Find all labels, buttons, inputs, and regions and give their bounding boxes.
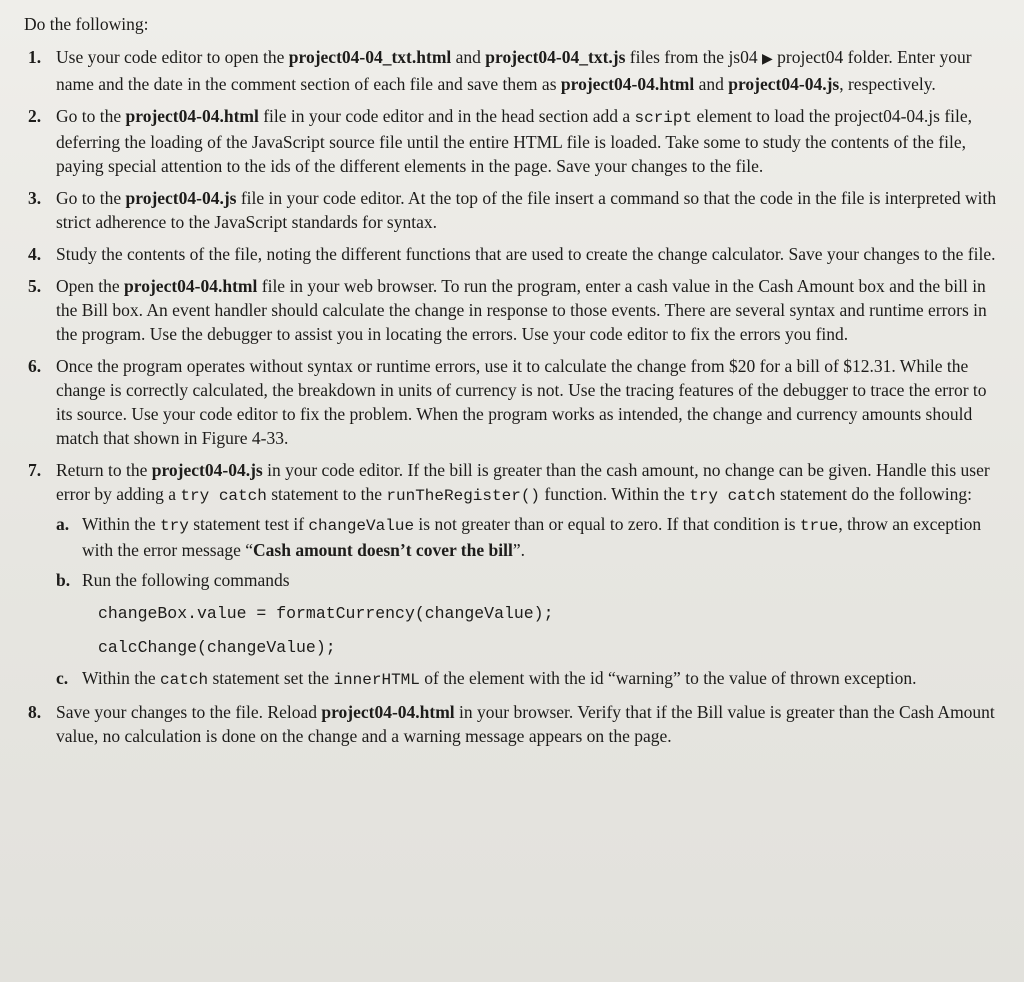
inline-code: runTheRegister() <box>386 487 541 505</box>
filename: project04-04.js <box>151 460 263 480</box>
step-5: 5. Open the project04-04.html file in your web browser. To run the program, enter a cash value in the Cash Amount box and the bill in the Bill box. An event handler should calculate the change in response to those events. There are several syntax and runtime errors in the program. Use the debugger to assist you in locating the errors. Use your code editor to fix the errors you find. <box>28 276 987 344</box>
step-number: 6. <box>28 356 42 376</box>
step-6: 6. Once the program operates without syntax or runtime errors, use it to calculate the change from $20 for a bill of $12.31. While the change is correctly calculated, the breakdown in units of currency is not. Use the tracing features of the debugger to trace the error to its source. Use your code editor to fix the problem. When the program works as intended, the change and currency amounts should match that shown in Figure 4-33. <box>28 356 987 448</box>
error-message: Cash amount doesn’t cover the bill <box>253 540 513 560</box>
continue-triangle-icon: ▶ <box>762 52 773 67</box>
step-number: 4. <box>28 244 42 264</box>
filename: project04-04.html <box>321 702 455 722</box>
substep-letter: b. <box>56 570 71 590</box>
substeps-list <box>56 512 1006 692</box>
substep-c: c. Within the catch statement set the innerHTML of the element with the id “warning” to the value of thrown exception. <box>56 668 917 689</box>
step-2: 2. Go to the project04-04.html file in your code editor and in the head section add a script element to load the project04-04.js file, deferring the loading of the JavaScript source file until the entire HTML file is loaded. Take some to study the contents of the file, paying special attention to the ids of the different elements in the page. Save your changes to the file. <box>28 106 973 176</box>
filename: project04-04.js <box>728 74 840 94</box>
step-4: 4. Study the contents of the file, noting the different functions that are used to create the change calculator. Save your changes to the file. <box>28 244 996 264</box>
step-8: 8. Save your changes to the file. Reload project04-04.html in your browser. Verify that if the Bill value is greater than the Cash Amount value, no calculation is done on the change and a warning message appears on the page. <box>28 702 995 746</box>
inline-code: script <box>634 109 693 127</box>
page-title: Do the following: <box>24 14 149 34</box>
inline-code: try <box>160 517 189 535</box>
step-number: 5. <box>28 276 42 296</box>
filename: project04-04.html <box>125 106 259 126</box>
filename: project04-04_txt.js <box>485 47 626 67</box>
step-1: 1. Use your code editor to open the project04-04_txt.html and project04-04_txt.js files from the js04 ▶ project04 folder. Enter your name and the date in the comment section of each file and save them as project04-04.html and project04-04.js, respectively. <box>28 47 972 94</box>
steps-list <box>24 45 1006 748</box>
step-number: 3. <box>28 188 42 208</box>
step-number: 7. <box>28 460 42 480</box>
step-number: 1. <box>28 47 42 67</box>
substep-letter: c. <box>56 668 69 688</box>
filename: project04-04_txt.html <box>288 47 452 67</box>
substep-letter: a. <box>56 514 70 534</box>
step-number: 8. <box>28 702 42 722</box>
step-7: 7. Return to the project04-04.js in your code editor. If the bill is greater than the cash amount, no change can be given. Handle this user error by adding a try catch statement to the runTheRegister() function. Within the try catch statement do the following: a. Within the try statement test if changeValue is not greater than or equal to zero. If that condition is true, throw an exception with the error message “Cash amount doesn’t cover the bill”. b. Run the following commands changeBox.value = formatCurrency(changeValue); calcChange(changeValue); c. Within the catch statement set the innerHTML of the element with the id “warning” to the value of thrown exception. <box>24 458 1006 692</box>
step-3: 3. Go to the project04-04.js file in your code editor. At the top of the file insert a command so that the code in the file is interpreted with strict adherence to the JavaScript standards for syntax. <box>28 188 997 232</box>
step-number: 2. <box>28 106 42 126</box>
filename: project04-04.html <box>560 74 695 94</box>
inline-code: try catch <box>180 487 267 505</box>
inline-code: changeValue <box>308 517 415 535</box>
inline-code: true <box>799 517 839 535</box>
inline-code: innerHTML <box>333 671 420 689</box>
inline-code: try catch <box>689 487 776 505</box>
inline-code: catch <box>160 671 209 689</box>
filename: project04-04.js <box>125 188 237 208</box>
filename: project04-04.html <box>124 276 258 296</box>
substep-a: a. Within the try statement test if changeValue is not greater than or equal to zero. If that condition is true, throw an exception with the error message “Cash amount doesn’t cover the bill”. <box>56 514 982 560</box>
substep-b: b. Run the following commands changeBox.value = formatCurrency(changeValue); calcChange(changeValue); <box>56 568 1006 660</box>
code-line: calcChange(changeValue); <box>98 638 336 657</box>
code-line: changeBox.value = formatCurrency(changeValue); <box>98 604 554 623</box>
